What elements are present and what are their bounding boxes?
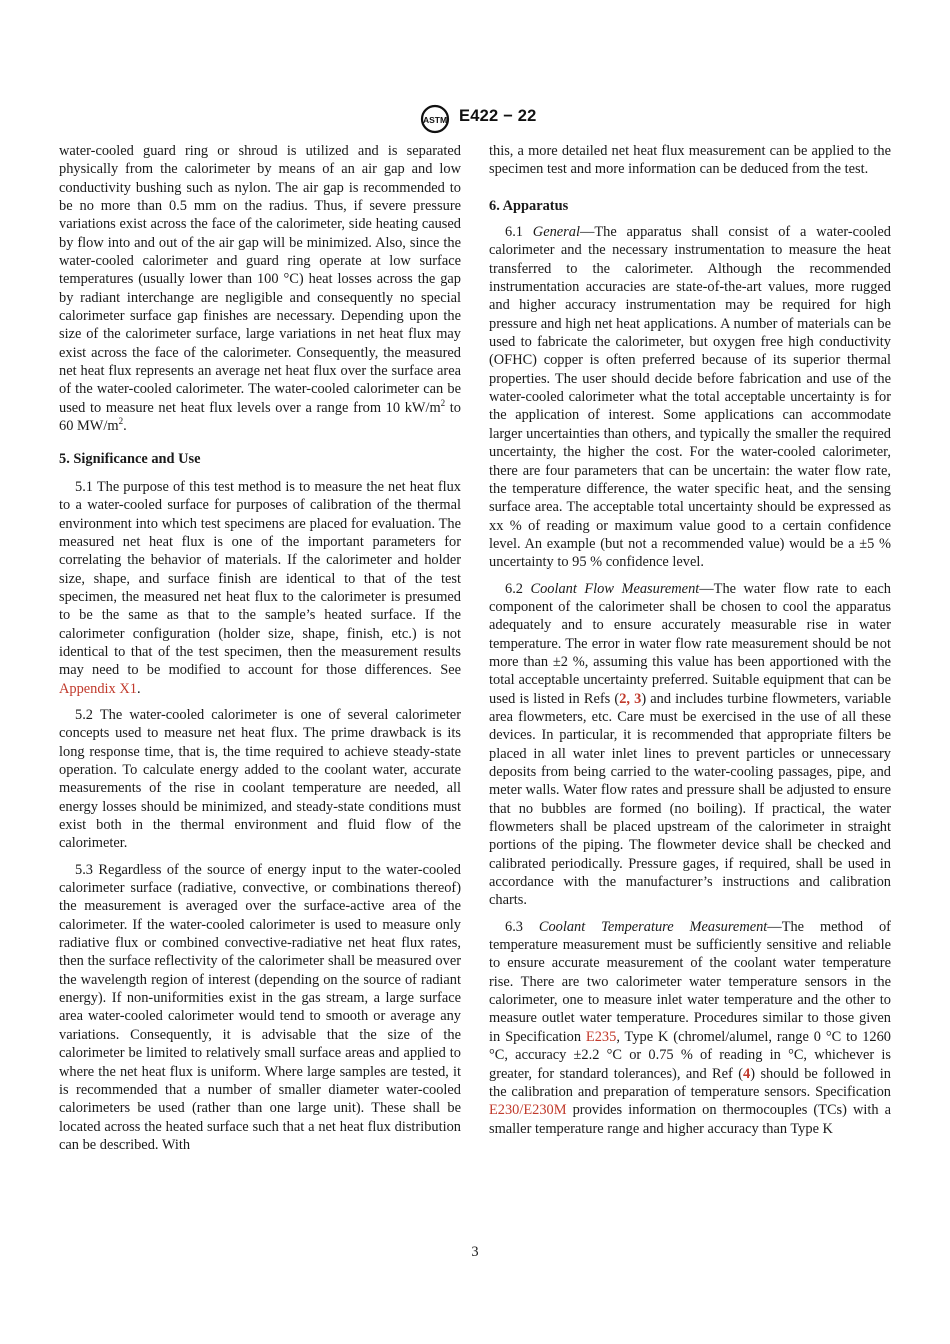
ref-2-link[interactable]: 2 (619, 690, 627, 707)
ref-3-link[interactable]: 3 (634, 690, 642, 707)
astm-logo-icon (419, 104, 451, 134)
paragraph-5-2: 5.2 The water-cooled calorimeter is one of several calorimeter concepts used to measure net heat flux. The prime drawback is its long response time, that is, the time required to achieve steady-state operation. To calculate energy added to the coolant water, accurate measurements of the rise in coolant temperature are needed, all energy losses should be minimized, and steady-state conditions must exist both in the thermal environment and fluid flow of the calorimeter. (59, 706, 461, 852)
paragraph-6-3: 6.3 Coolant Temperature Measurement—The method of temperature measurement must be sufficiently sensitive and reliable to ensure accurate measurement of the coolant water temperature rise. There are two calorimeter water temperature sensors in the calorimeter, one to measure inlet water temperature and the other to measure outlet water temperature. Procedures similar to those given in Specification E235, Type K (chromel/alumel, range 0 °C to 1260 °C, accuracy ±2.2 °C or 0.75 % of reading in °C, whichever is greater, for standard tolerances), and Ref (4) should be followed in the calibration and preparation of temperature sensors. Specification E230/E230M provides information on thermocouples (TCs) with a smaller temperature range and higher accuracy than Type K (489, 918, 891, 1137)
right-column (489, 142, 891, 1138)
appendix-x1-link[interactable]: Appendix X1 (59, 680, 137, 697)
paragraph-5-1: 5.1 The purpose of this test method is to measure the net heat flux to a water-cooled surface for purposes of calibration of the thermal environment into which test specimens are placed for evaluation. The measured net heat flux is one of the important parameters for correlating the behavior of materials. If the calorimeter and holder size, shape, and surface finish are identical to that of the test specimen, the measured net heat flux to the calorimeter is presumed to be the same as that to the sample’s heated surface. If the calorimeter configuration (holder size, shape, finish, etc.) is not identical to that of the test specimen, then the measurement results may need to be modified to account for those differences. See Appendix X1. (59, 478, 461, 697)
paragraph-6-2: 6.2 Coolant Flow Measurement—The water flow rate to each component of the calorimeter shall be chosen to cool the apparatus adequately and to ensure accurately measurable rise in water temperature. The error in water flow rate measurement should be not more than ±2 %, assuming this value has been apportioned with the total acceptable uncertainty preferred. Suitable equipment that can be used is listed in Refs (2, 3) and includes turbine flowmeters, variable area flowmeters, etc. Care must be exercised in the use of all these devices. In particular, it is recommended that appropriate filters be placed in all water inlet lines to prevent particles or unnecessary deposits from being carried to the water-cooling passages, pipe, and meter walls. Water flow rates and pressure shall be adjusted to ensure that no bubbles are formed (no boiling). If practical, the water flowmeters shall be placed upstream of the calorimeter in straight portions of the piping. The flowmeter device shall be checked and calibrated periodically. Pressure gages, if required, shall be used in accordance with the manufacturer’s instructions and calibration charts. (489, 580, 891, 909)
intro-paragraph: water-cooled guard ring or shroud is utilized and is separated physically from the calorimeter by means of an air gap and low conductivity bushing such as nylon. The air gap is recommended to be no more than 0.5 mm on the radius. Thus, if severe pressure variations exist across the face of the calorimeter, side heating caused by flow into and out of the air gap will be minimized. Also, since the water-cooled calorimeter and guard ring operate at low surface temperatures (usually lower than 100 °C) heat losses across the gap by radiant interchange are negligible and consequently no special calorimeter surface gap finishes are necessary. Depending upon the size of the calorimeter surface, large variations in net heat flux may exist across the face of the calorimeter. Consequently, the measured net heat flux represents an average net heat flux over the surface area of the water-cooled calorimeter. The water-cooled calorimeter can be used to measure net heat flux levels over a range from 10 $kW/m^2$ to 60 $MW/m^2$. (59, 143, 461, 435)
paragraph-5-3: 5.3 Regardless of the source of energy input to the water-cooled calorimeter surface (radiative, convective, or combinations thereof) the measurement is averaged over the surface-active area of the calorimeter. If the water-cooled calorimeter is used to measure only radiative flux or combined convective-radiative net heat flux rates, then the surface reflectivity of the calorimeter shall be measured over the wavelength region of interest (depending on the source of radiant energy). If non-uniformities exist in the gas stream, a large surface area water-cooled calorimeter would tend to smooth or average any variations. Consequently, it is advisable that the size of the calorimeter be limited to relatively small surface areas and applied to where the net heat flux is uniform. Where large samples are tested, it is recommended that a number of smaller diameter water-cooled calorimeters be used (rather than one large unit). These shall be located across the heated surface such that a net heat flux distribution can be described. With (59, 861, 461, 1153)
e230-link[interactable]: E230/E230M (489, 1102, 567, 1119)
left-column (59, 142, 461, 1154)
standard-number: E422 − 22 (459, 107, 537, 125)
ref-4-link[interactable]: 4 (743, 1065, 751, 1082)
e235-link[interactable]: E235 (585, 1028, 617, 1045)
paragraph-6-1: 6.1 General—The apparatus shall consist of a water-cooled calorimeter and the necessary instrumentation to measure the heat transferred to the calorimeter. Although the recommended instrumentation accuracies are state-of-the-art values, more rugged and higher accuracy instrumentation may be required for high pressure and high net heat applications. A number of materials can be used to fabricate the calorimeter, but oxygen free high conductivity (OFHC) copper is often preferred because of its superior thermal properties. The user should decide before fabrication and use of the water-cooled calorimeter what the total acceptable uncertainty is for the application of interest. Some applications can accommodate larger uncertainties than others, and typically the smaller the required uncertainty, the higher the cost. For the water-cooled calorimeter, there are four parameters that can be uncertain: the water flow rate, the temperature difference, the water specific heat, and the sensing surface area. The acceptable total uncertainty should be expressed as xx % of reading or maximum value good to a certain confidence level. An example (but not a recommended value) would be a ±5 % uncertainty to 95 % confidence level. (489, 224, 891, 571)
page-header (0, 104, 950, 134)
section-5-heading: 5. Significance and Use (59, 450, 201, 467)
page-number: 3 (471, 1244, 479, 1260)
continued-paragraph: this, a more detailed net heat flux measurement can be applied to the specimen test and more information can be deduced from the test. (489, 143, 891, 178)
logo-text: ASTM (422, 115, 448, 125)
section-6-heading: 6. Apparatus (489, 197, 569, 214)
